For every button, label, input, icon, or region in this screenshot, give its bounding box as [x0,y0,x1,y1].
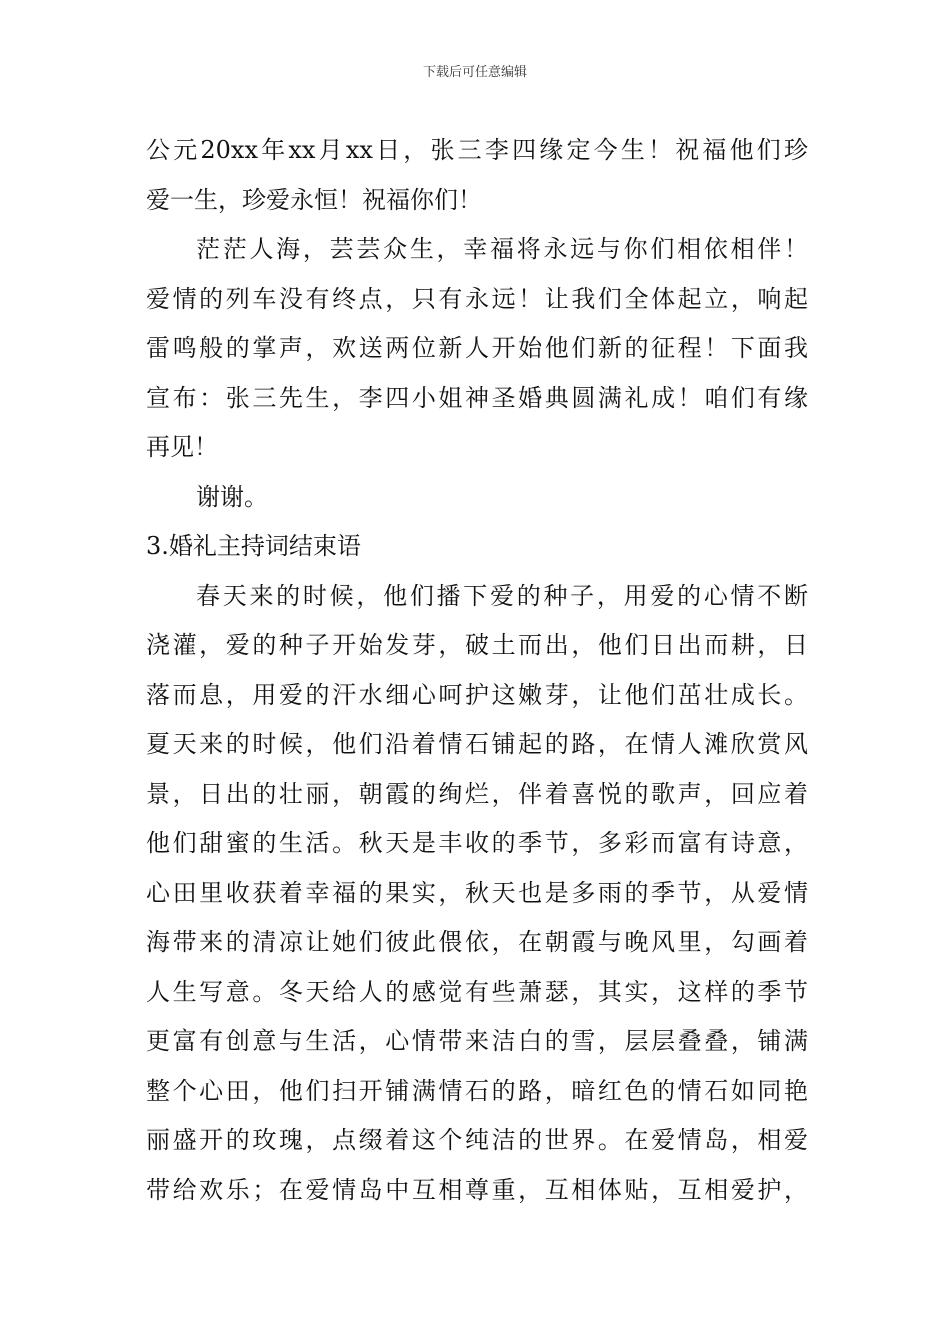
text-line: 整个心田，他们扫开铺满情石的路，暗红色的情石如同艳 [146,1076,808,1105]
text-line: 谢谢。 [196,482,268,511]
text-line: 丽盛开的玫瑰，点缀着这个纯洁的世界。在爱情岛，相爱 [146,1126,808,1154]
text-line: 茫茫人海，芸芸众生，幸福将永远与你们相依相伴！ [196,235,808,263]
document-body [146,126,808,1215]
text-line: 浇灌，爱的种子开始发芽，破土而出，他们日出而耕，日 [146,631,808,659]
text-line: 心田里收获着幸福的果实，秋天也是多雨的季节，从爱情 [146,878,808,907]
text-line: 公元20xx年xx月xx日，张三李四缘定今生！祝福他们珍 [146,136,808,164]
text-line: 春天来的时候，他们播下爱的种子，用爱的心情不断 [196,581,808,610]
text-line: 爱一生，珍爱永恒！祝福你们！ [146,185,482,214]
text-line: 宣布：张三先生，李四小姐神圣婚典圆满礼成！咱们有缘 [146,383,808,412]
text-line: 雷鸣般的掌声，欢送两位新人开始他们新的征程！下面我 [146,334,808,362]
text-line: 再见！ [146,433,218,461]
text-line: 落而息，用爱的汗水细心呵护这嫩芽，让他们茁壮成长。 [146,680,808,709]
section-heading: 3.婚礼主持词结束语 [146,532,361,560]
page-header-note: 下载后可任意编辑 [422,65,527,80]
text-line: 他们甜蜜的生活。秋天是丰收的季节，多彩而富有诗意， [146,829,808,857]
text-line: 带给欢乐；在爱情岛中互相尊重，互相体贴，互相爱护， [146,1175,808,1204]
text-line: 更富有创意与生活，心情带来洁白的雪，层层叠叠，铺满 [146,1027,808,1055]
text-line: 海带来的清凉让她们彼此偎依，在朝霞与晚风里，勾画着 [146,928,808,956]
text-line: 爱情的列车没有终点，只有永远！让我们全体起立，响起 [146,284,808,313]
text-line: 人生写意。冬天给人的感觉有些萧瑟，其实，这样的季节 [146,977,808,1006]
text-line: 夏天来的时候，他们沿着情石铺起的路，在情人滩欣赏风 [146,730,808,758]
text-line: 景，日出的壮丽，朝霞的绚烂，伴着喜悦的歌声，回应着 [146,779,808,808]
